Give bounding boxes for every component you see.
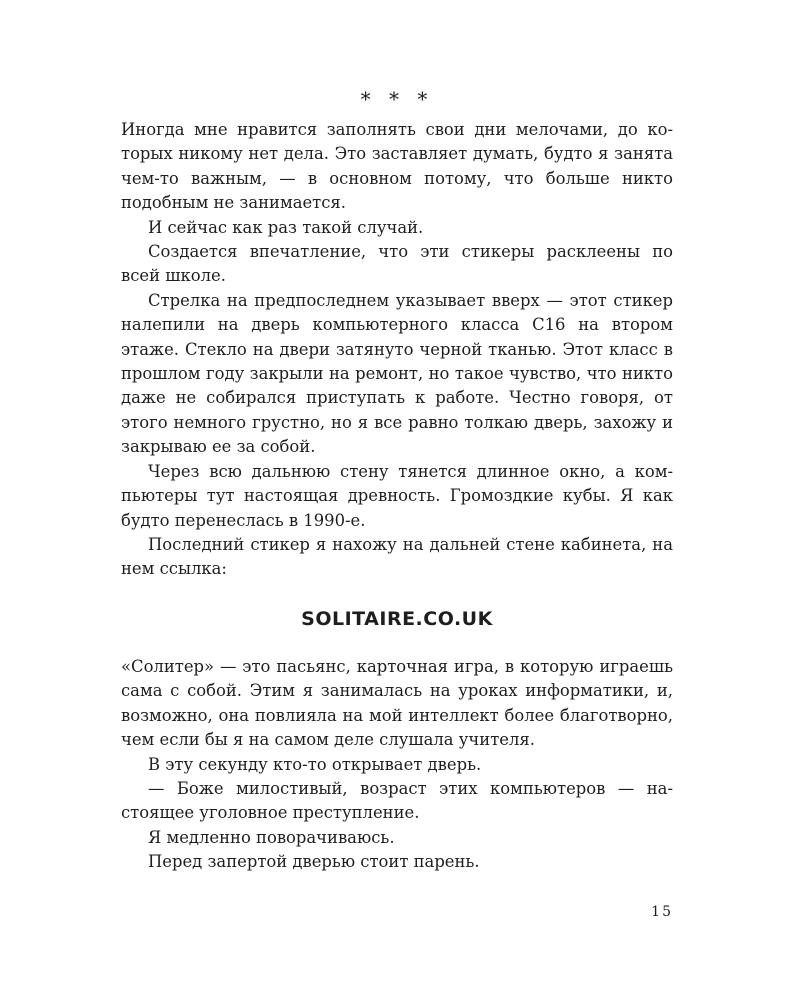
book-page bbox=[121, 0, 673, 1000]
paragraph: Иногда мне нравится заполнять свои дни мелочами, до которых никому нет дела. Это заставляет думать, будто я занята чем-то важным, — в основном потому, что больше никто подобным не занимается. bbox=[121, 120, 673, 213]
paragraph: Я медленно поворачиваюсь. bbox=[148, 827, 395, 847]
section-separator: * * * bbox=[360, 87, 434, 111]
paragraph: «Солитер» — это пасьянс, карточная игра, в которую играешь сама с собой. Этим я занималась на уроках информатики, и, возможно, она повлияла на мой интеллект более благотворно, чем если бы я на самом деле слушала учителя. bbox=[121, 657, 673, 750]
page-number: 15 bbox=[651, 904, 673, 920]
paragraph: — Боже милостивый, возраст этих компьютеров — настоящее уголовное преступление. bbox=[121, 779, 673, 823]
text-block-top bbox=[121, 118, 673, 582]
paragraph: Создается впечатление, что эти стикеры расклеены по всей школе. bbox=[121, 242, 673, 286]
text-block-bottom bbox=[121, 655, 673, 875]
paragraph: Через всю дальнюю стену тянется длинное окно, а компьютеры тут настоящая древность. Громоздкие кубы. Я как будто перенеслась в 1990-е. bbox=[121, 461, 673, 530]
paragraph: Стрелка на предпоследнем указывает вверх — этот стикер налепили на дверь компьютерного класса С16 на втором этаже. Стекло на двери затянуто черной тканью. Этот класс в прошлом году закрыли на ремонт, но такое чувство, что никто даже не собирался приступать к работе. Честно говоря, от этого немного грустно, но я все равно толкаю дверь, захожу и закрываю ее за собой. bbox=[121, 290, 673, 457]
url-heading: SOLITAIRE.CO.UK bbox=[301, 608, 493, 630]
paragraph: И сейчас как раз такой случай. bbox=[148, 217, 424, 237]
paragraph: Перед запертой дверью стоит парень. bbox=[148, 852, 480, 872]
paragraph: В эту секунду кто-то открывает дверь. bbox=[148, 754, 482, 774]
paragraph: Последний стикер я нахожу на дальней стене кабинета, на нем ссылка: bbox=[121, 534, 673, 579]
